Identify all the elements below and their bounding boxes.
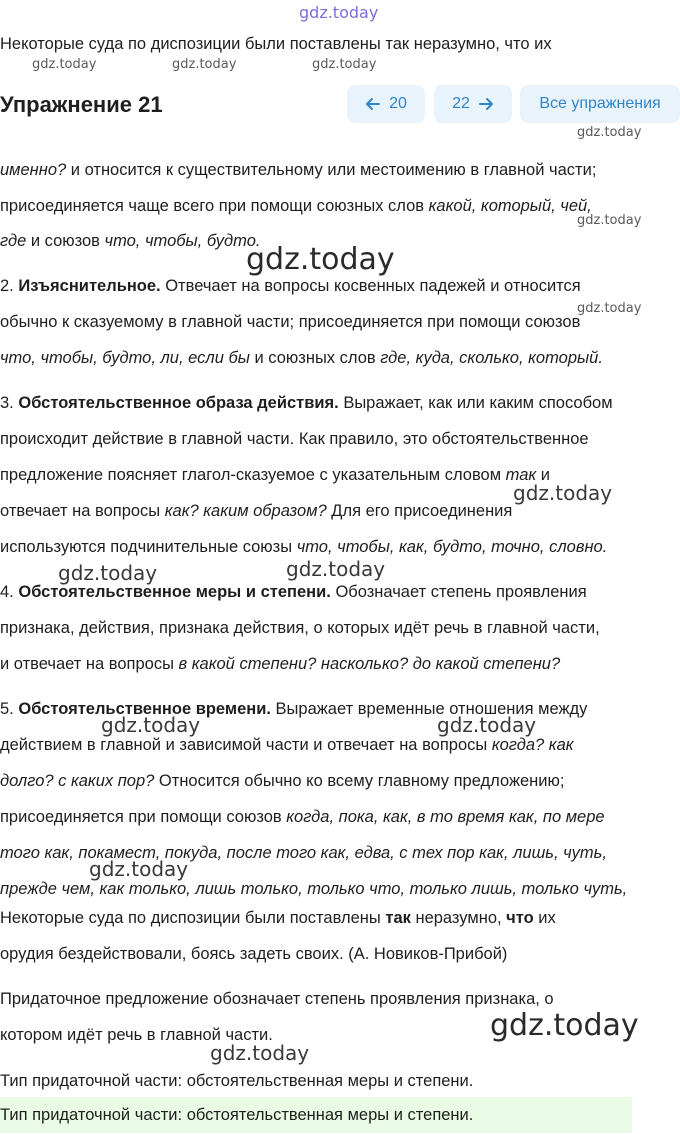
prev-exercise-button[interactable] <box>347 85 425 123</box>
theory-line: предложение поясняет глагол-сказуемое с указательным словом так и <box>0 466 550 484</box>
page-title: Упражнение 21 <box>0 92 163 117</box>
theory-line: того как, покамест, покуда, после того как, едва, с тех пор как, лишь, чуть, <box>0 844 607 862</box>
theory-line: признака, действия, признака действия, о которых идёт речь в главной части, <box>0 619 600 637</box>
watermark: gdz.today <box>58 561 158 585</box>
theory-line: 2. Изъяснительное. Отвечает на вопросы косвенных падежей и относится <box>0 277 581 295</box>
theory-line: именно? и относится к существительному или местоимению в главной части; <box>0 161 597 179</box>
arrow-left-icon <box>365 96 381 112</box>
watermark: gdz.today <box>577 213 642 228</box>
theory-line: присоединяется при помощи союзов когда, пока, как, в то время как, по мере <box>0 808 605 826</box>
theory-line: присоединяется чаще всего при помощи союзных слов какой, который, чей, <box>0 197 592 215</box>
watermark: gdz.today <box>490 1008 639 1043</box>
theory-line: 4. Обстоятельственное меры и степени. Обозначает степень проявления <box>0 583 587 601</box>
theory-line: где и союзов что, чтобы, будто. <box>0 232 261 250</box>
arrow-right-icon <box>478 96 494 112</box>
explanation-line: Придаточное предложение обозначает степень проявления признака, о <box>0 990 554 1008</box>
example-line: орудия бездействовали, боясь задеть своих. (А. Новиков-Прибой) <box>0 945 508 963</box>
explanation-line: котором идёт речь в главной части. <box>0 1026 273 1044</box>
theory-line: и отвечает на вопросы в какой степени? насколько? до какой степени? <box>0 655 561 673</box>
theory-line: обычно к сказуемому в главной части; присоединяется при помощи союзов <box>0 313 581 331</box>
theory-line: прежде чем, как только, лишь только, только что, только лишь, только чуть, <box>0 880 628 898</box>
watermark: gdz.today <box>513 481 613 505</box>
theory-line: долго? с каких пор? Относится обычно ко всему главному предложению; <box>0 772 565 790</box>
watermark: gdz.today <box>246 242 395 277</box>
watermark: gdz.today <box>312 57 377 72</box>
answer-box: Тип придаточной части: обстоятельственная меры и степени. <box>0 1097 632 1133</box>
watermark-top: gdz.today <box>299 3 379 22</box>
theory-line: что, чтобы, будто, ли, если бы и союзных слов где, куда, сколько, который. <box>0 349 603 367</box>
watermark: gdz.today <box>577 125 642 140</box>
theory-line: отвечает на вопросы как? каким образом? Для его присоединения <box>0 502 513 520</box>
watermark: gdz.today <box>32 57 97 72</box>
theory-line: происходит действие в главной части. Как правило, это обстоятельственное <box>0 430 589 448</box>
watermark: gdz.today <box>172 57 237 72</box>
watermark: gdz.today <box>437 713 537 737</box>
watermark: gdz.today <box>101 713 201 737</box>
watermark: gdz.today <box>89 857 189 881</box>
next-exercise-button[interactable] <box>434 85 512 123</box>
theory-line: используются подчинительные союзы что, чтобы, как, будто, точно, словно. <box>0 538 608 556</box>
example-line: Некоторые суда по диспозиции были поставлены так неразумно, что их <box>0 909 556 927</box>
type-line: Тип придаточной части: обстоятельственная меры и степени. <box>0 1072 474 1090</box>
theory-line: действием в главной и зависимой части и отвечает на вопросы когда? как <box>0 736 574 754</box>
all-exercises-button[interactable]: Все упражнения <box>520 85 680 123</box>
next-exercise-label: 22 <box>452 95 470 112</box>
prev-exercise-label: 20 <box>389 95 407 112</box>
watermark: gdz.today <box>577 301 642 316</box>
previous-text-line: Некоторые суда по диспозиции были поставлены так неразумно, что их <box>0 35 552 53</box>
theory-line: 3. Обстоятельственное образа действия. Выражает, как или каким способом <box>0 394 613 412</box>
theory-line: 5. Обстоятельственное времени. Выражает временные отношения между <box>0 700 588 718</box>
watermark: gdz.today <box>286 557 386 581</box>
watermark: gdz.today <box>210 1041 310 1065</box>
